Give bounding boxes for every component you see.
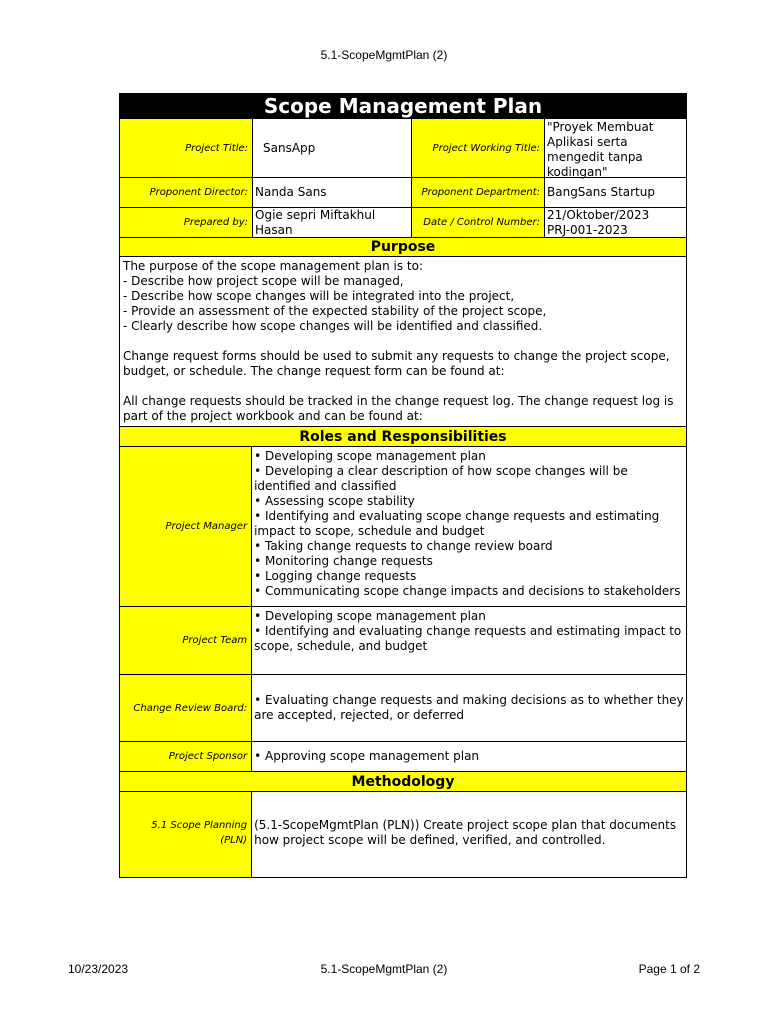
page-header: 5.1-ScopeMgmtPlan (2)	[320, 48, 448, 62]
purpose-heading: Purpose	[119, 238, 687, 257]
duty-item: • Taking change requests to change review board	[254, 539, 553, 553]
methodology-heading: Methodology	[119, 772, 687, 792]
duty-item: • Developing a clear description of how scope changes will be identified and classified	[254, 464, 628, 493]
document-title: Scope Management Plan	[119, 93, 687, 119]
role-duties	[252, 742, 686, 771]
department-value: BangSans Startup	[547, 185, 655, 199]
date-control-cell	[545, 208, 686, 237]
project-title-label: Project Title:	[120, 119, 253, 177]
working-title-label: Project Working Title:	[412, 119, 545, 177]
scope-plan-sheet	[119, 93, 687, 878]
role-row-project-team	[119, 607, 687, 675]
duty-item: • Assessing scope stability	[254, 494, 415, 508]
working-title-value: "Proyek Membuat Aplikasi serta mengedit tanpa kodingan"	[547, 120, 654, 179]
footer-date: 10/23/2023	[68, 962, 129, 976]
role-row-change-review-board	[119, 675, 687, 742]
role-label: Project Sponsor	[120, 742, 252, 771]
duty-item: • Identifying and evaluating scope change requests and estimating impact to scope, schedule and budget	[254, 509, 660, 538]
role-label: Project Manager	[120, 447, 252, 606]
role-duties	[252, 675, 686, 741]
department-label: Proponent Department:	[412, 178, 545, 207]
methodology-label-line2: (PLN)	[220, 835, 248, 846]
prepared-label: Prepared by:	[120, 208, 253, 237]
duty-item: • Communicating scope change impacts and decisions to stakeholders	[254, 584, 681, 598]
date-value: 21/Oktober/2023	[547, 207, 650, 222]
duty-item: • Monitoring change requests	[254, 554, 433, 568]
role-row-project-manager	[119, 447, 687, 607]
role-duties	[252, 607, 686, 674]
methodology-label	[120, 792, 252, 877]
director-row	[119, 178, 687, 208]
footer-page-number: Page 1 of 2	[638, 962, 700, 976]
duty-item: • Evaluating change requests and making decisions as to whether they are accepted, rejected, or deferred	[254, 693, 684, 722]
duty-item: • Developing scope management plan	[254, 609, 486, 623]
duty-item: • Approving scope management plan	[254, 749, 480, 763]
footer-file-name: 5.1-ScopeMgmtPlan (2)	[320, 962, 448, 976]
director-value: Nanda Sans	[253, 178, 412, 207]
control-number-value: PRJ-001-2023	[547, 222, 628, 237]
duty-item: • Developing scope management plan	[254, 449, 486, 463]
purpose-text: The purpose of the scope management plan is to: - Describe how project scope will be managed, - Describe how scope changes will be integrated into the project, - Provide an assessment of the expected stability of the project scope, - Clearly describe how scope changes will be identified and classified. Change request forms should be used to submit any requests to change the project scope, budget, or schedule. The change request form can be found at: All change requests should be tracked in the change request log. The change request log is part of the project workbook and can be found at:	[123, 259, 674, 423]
methodology-row	[119, 792, 687, 878]
methodology-label-line1: 5.1 Scope Planning	[151, 820, 248, 831]
date-label: Date / Control Number:	[412, 208, 545, 237]
role-duties	[252, 447, 686, 606]
role-row-project-sponsor	[119, 742, 687, 772]
prepared-value: Ogie sepri Miftakhul Hasan	[253, 208, 412, 237]
role-label: Project Team	[120, 607, 252, 674]
methodology-text: (5.1-ScopeMgmtPlan (PLN)) Create project scope plan that documents how project scope will be defined, verified, and controlled.	[254, 818, 677, 847]
prepared-row	[119, 208, 687, 238]
roles-heading: Roles and Responsibilities	[119, 427, 687, 447]
director-label: Proponent Director:	[120, 178, 253, 207]
role-label: Change Review Board:	[120, 675, 252, 741]
duty-item: • Logging change requests	[254, 569, 417, 583]
purpose-row	[119, 257, 687, 427]
project-title-row	[119, 119, 687, 178]
project-title-value: SansApp	[253, 119, 412, 177]
duty-item: • Identifying and evaluating change requests and estimating impact to scope, schedule, and budget	[254, 624, 682, 653]
